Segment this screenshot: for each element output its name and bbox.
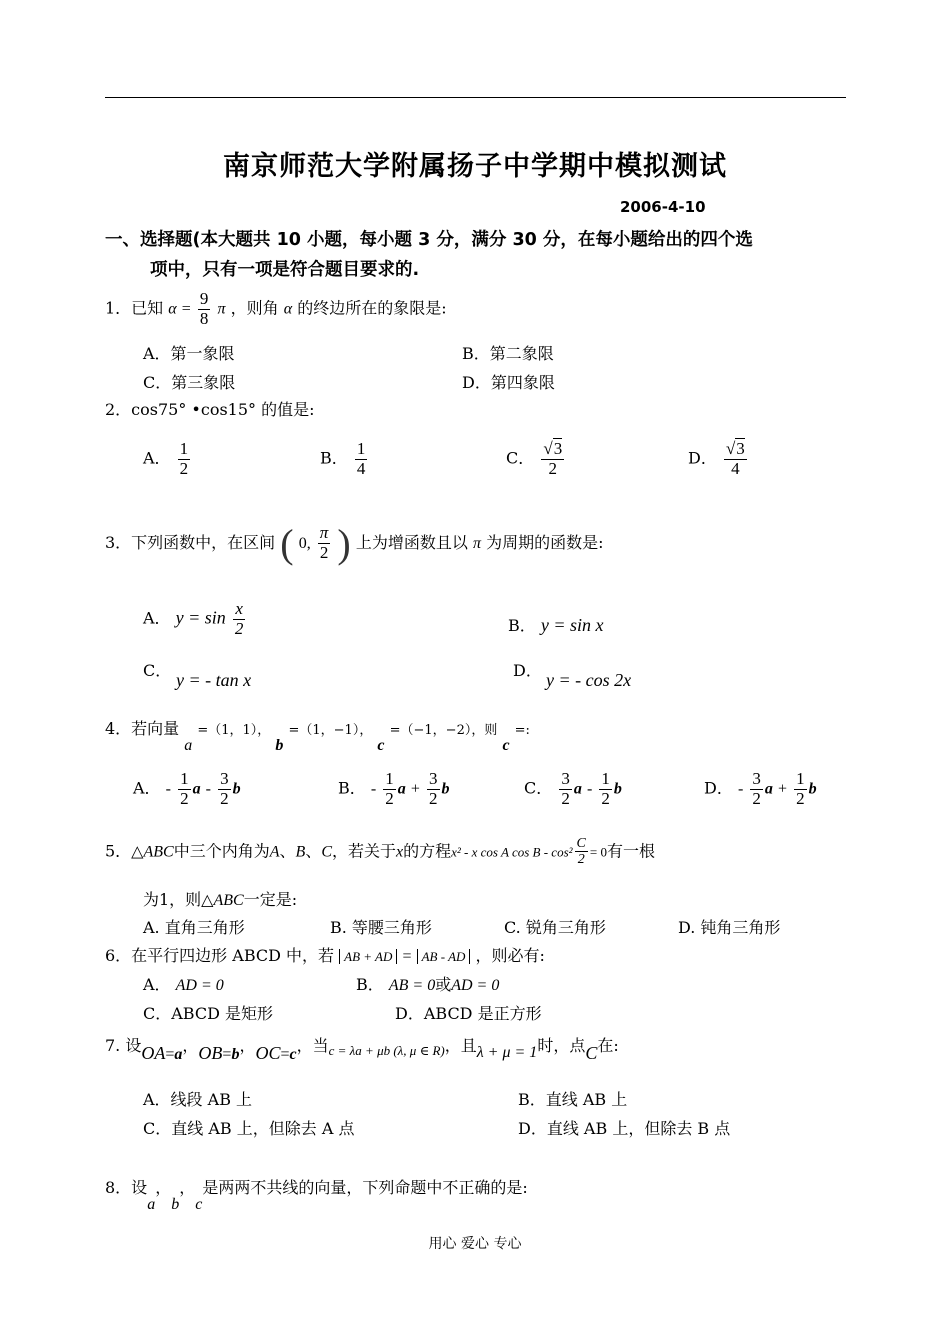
q7-cond: λ + μ = 1 [476,1044,538,1061]
q6-expr1: AB + AD [339,949,397,964]
q8-a: a [147,1196,156,1213]
q4-option-a [133,770,241,808]
q4-b-n1: 1 [385,769,394,788]
q3-a-fraction [233,600,246,638]
q5-C: C [321,843,332,861]
q6-b-label: B． [356,975,384,994]
q7-oa: OA [141,1043,166,1063]
q5-option-c: C. 锐角三角形 [504,918,606,937]
q4-c-label: C． [524,778,553,798]
q4-c-value: =（−1，−2），则 [389,723,498,738]
q6-expr2: AB - AD [417,949,471,964]
q3-num: π [319,523,329,543]
q5-x: x [396,843,404,861]
q3-prefix: 3．下列函数中，在区间 [105,533,276,552]
q7-then: 时，点 [537,1036,586,1055]
q4-d-v1: a [764,780,773,798]
q3-option-c-expr: y = - tan x [176,670,252,690]
q7-c2: ， [239,1036,256,1055]
q1-pi: π [217,300,226,318]
q4-b-sign: - [370,780,377,798]
q6-a-expr: AD = 0 [175,977,224,994]
section-heading-line2: 项中，只有一项是符合题目要求的. [150,260,420,280]
q8-s1: ， [155,1178,172,1197]
q7-option-a: A．线段 AB 上 [143,1090,253,1109]
q4-a-sign: - [165,780,171,798]
q4-b-d2: 2 [429,788,438,808]
q7-eqc: = [280,1046,290,1063]
q3-option-c-label: C． [143,661,172,680]
q2-b-num: 1 [356,439,366,458]
q2-option-d [688,440,749,478]
q4-a-d2: 2 [220,788,229,808]
q3-b-expr: y = sin x [540,615,604,635]
q5-line2a: 为1，则△ [143,890,214,909]
q4-d-label: D． [704,778,733,798]
q2-a-label: A． [143,448,171,468]
q5-t3: 的方程 [403,841,452,861]
question-5-line2 [143,887,297,910]
q4-d-d1: 2 [752,788,761,808]
question-5-stem [105,836,655,868]
q4-end: =: [514,723,530,738]
q4-c-frac2 [599,770,612,808]
q2-d-num: 3 [736,439,745,458]
q4-c-v1: a [573,780,582,798]
q6-b-expr2: AD = 0 [451,977,500,994]
q4-a-frac1 [178,770,191,808]
q5-abc: ABC [143,843,174,861]
q4-b-op: + [410,780,420,798]
q1-eq: = [181,300,191,318]
q2-b-label: B． [320,448,348,468]
q4-b-v2: b [441,780,450,798]
q5-prefix: 5．△ [105,841,144,861]
q5-option-a: A. 直角三角形 [143,918,245,937]
q7-ob: OB [198,1043,223,1063]
question-3-stem: 3．下列函数中，在区间 ( 0, $\frac{\pi}{2}$ ) 上为增函数且以 π 为周期的函数是: [105,521,604,566]
q7-vc: c [289,1046,297,1063]
q2-a-den: 2 [179,458,189,478]
q4-c-d2: 2 [601,788,610,808]
q7-va: a [174,1046,183,1063]
q4-d-n1: 3 [752,769,761,788]
q4-a-frac2 [218,770,231,808]
question-2-stem: 2．cos75° •cos15° 的值是: [105,400,315,419]
q1-mid: ，则角 [230,298,279,318]
q4-vector-a: a [184,737,193,754]
q4-c-n2: 1 [601,769,610,788]
q2-d-den: 4 [731,458,740,478]
question-6-stem [105,943,545,966]
q4-a-n2: 3 [220,769,229,788]
q6-option-b [356,972,499,995]
q5-line2b: 一定是: [243,890,298,909]
q2-a-fraction [178,440,191,478]
q3-pi: π [472,535,481,552]
q2-option-a [143,440,192,478]
q1-option-b: B．第二象限 [462,344,554,363]
q5-B: B [295,843,306,861]
q2-d-fraction: $\frac{√3}{4}$ [725,439,745,478]
q3-fraction [318,524,331,562]
q4-b-label: B． [338,778,366,798]
q7-option-b: B．直线 AB 上 [518,1090,628,1109]
q4-d-op: + [777,780,787,798]
q5-cnum: C [576,836,586,851]
q4-d-v2: b [808,780,817,798]
q5-t2: ，若关于 [332,841,397,861]
q4-d-n2: 1 [796,769,805,788]
q3-den: 2 [319,543,329,562]
q4-option-d [704,770,817,808]
header-rule [105,97,846,98]
q5-abc2: ABC [213,892,244,909]
q5-A: A [269,843,280,861]
q4-d-sign: - [737,780,744,798]
q3-option-d-expr: y = - cos 2x [546,670,632,690]
q2-b-fraction [355,440,368,478]
q2-c-label: C． [506,448,535,468]
q7-eqb: = [222,1046,232,1063]
q4-vector-c: c [377,737,385,754]
q1-option-a: A．第一象限 [143,344,235,363]
q4-a-n1: 1 [180,769,189,788]
q3-suffix: 为周期的函数是: [486,533,604,552]
q1-den: 8 [199,308,209,328]
q4-d-d2: 2 [796,788,805,808]
q4-d-frac2 [794,770,807,808]
q3-a-label: A． [143,608,171,628]
q4-b-frac1 [383,770,396,808]
q4-b-frac2 [427,770,440,808]
q4-b-d1: 2 [385,788,394,808]
q4-a-op: - [205,780,211,798]
q5-t1: 中三个内角为 [173,841,270,861]
question-8-stem [105,1175,528,1213]
q4-b-v1: a [397,780,406,798]
q1-num: 9 [199,289,209,308]
q3-a-num: x [235,599,243,618]
q4-b-value: =（1，−1）， [288,723,373,738]
q3-option-b [508,613,604,636]
q7-option-d: D．直线 AB 上，但除去 B 点 [518,1119,731,1138]
q5-sep1: 、 [279,841,296,861]
q7-and: ，且 [444,1036,477,1055]
q7-oc: OC [255,1043,281,1063]
q4-vector-b: b [275,737,284,754]
q8-s2: ， [179,1178,196,1197]
question-1-stem [105,290,447,328]
q5-cden: 2 [577,852,585,868]
q4-a-label: A． [133,778,161,798]
q4-c-op: - [586,780,593,798]
q4-prefix: 4．若向量 [105,719,180,738]
q2-option-b [320,440,369,478]
q5-fraction [575,836,588,868]
q4-c-d1: 2 [561,788,570,808]
q6-b-expr1: AB = 0 [388,977,436,994]
q4-option-b [338,770,450,808]
page-footer: 用心 爱心 专心 [428,1236,522,1252]
page-title: 南京师范大学附属扬子中学期中模拟测试 [223,151,727,182]
q7-prefix: 7. 设 [105,1036,142,1055]
q3-option-d-label: D． [513,661,542,680]
q2-option-c [506,440,566,478]
q3-a-den: 2 [234,618,244,638]
q4-c-n1: 3 [561,769,570,788]
q1-option-d: D．第四象限 [462,373,555,392]
q1-prefix: 1．已知 [105,298,164,318]
q2-c-num: 3 [553,439,563,458]
q6-suffix: ，则必有: [475,946,545,965]
q3-option-a [143,600,247,638]
q6-prefix: 6．在平行四边形 ABCD 中，若 [105,946,335,965]
q1-suffix: 的终边所在的象限是: [297,298,447,318]
q5-sep2: 、 [305,841,322,861]
q2-c-den: 2 [548,458,558,478]
q4-d-frac1 [750,770,763,808]
q4-b-n2: 3 [429,769,438,788]
q6-option-c: C．ABCD 是矩形 [143,1004,274,1023]
q5-equation: x² - x cos A cos B - cos² [451,844,573,860]
q3-b-label: B． [508,616,536,635]
q7-expr: c = λa + μb (λ, μ ∈ R) [328,1043,445,1058]
q8-prefix: 8．设 [105,1178,148,1197]
q2-b-den: 4 [356,458,366,478]
q4-a-d1: 2 [180,788,189,808]
q1-alpha: α [168,300,177,318]
q6-a-label: A． [143,975,171,994]
q5-t4: 有一根 [606,841,655,861]
q7-at: 在: [597,1036,619,1055]
q3-a-expr: y = sin [175,607,226,628]
q7-c1: ， [182,1036,199,1055]
q7-eqa: = [165,1046,175,1063]
q2-d-label: D． [688,448,717,468]
q5-eq2: = 0 [589,844,607,860]
q4-a-v1: a [192,780,201,798]
q7-option-c: C．直线 AB 上，但除去 A 点 [143,1119,355,1138]
q6-option-d: D．ABCD 是正方形 [395,1004,542,1023]
q1-alpha2: α [283,300,293,318]
question-7-stem [105,1033,619,1063]
q2-a-num: 1 [179,439,189,458]
section-heading-line1: 一、选择题(本大题共 10 小题，每小题 3 分，满分 30 分，在每小题给出的四个选 [105,230,753,250]
q8-c: c [195,1196,203,1213]
q4-vector-c2: c [502,737,510,754]
q4-option-c [524,770,622,808]
question-4-stem [105,716,530,754]
q7-when: ，当 [296,1036,329,1055]
q4-a-v2: b [232,780,241,798]
q5-option-b: B. 等腰三角形 [330,918,432,937]
q6-b-or: 或 [435,975,452,994]
q3-mid: 上为增函数且以 [355,533,468,552]
q6-option-a [143,972,224,995]
q4-c-frac1 [559,770,572,808]
q4-a-value: =（1，1）， [197,723,271,738]
q1-option-c: C．第三象限 [143,373,236,392]
q7-vb: b [231,1046,240,1063]
q8-b: b [171,1196,180,1213]
q6-eq: = [402,948,412,965]
exam-date: 2006-4-10 [620,198,706,216]
q4-c-v2: b [613,780,622,798]
q3-zero: 0, [298,535,311,552]
q2-c-fraction: $\frac{√3}{2}$ [543,439,563,478]
q1-fraction [198,290,211,328]
q7-C: C [585,1043,598,1063]
q8-suffix: 是两两不共线的向量，下列命题中不正确的是: [202,1178,528,1197]
q5-option-d: D. 钝角三角形 [678,918,781,937]
